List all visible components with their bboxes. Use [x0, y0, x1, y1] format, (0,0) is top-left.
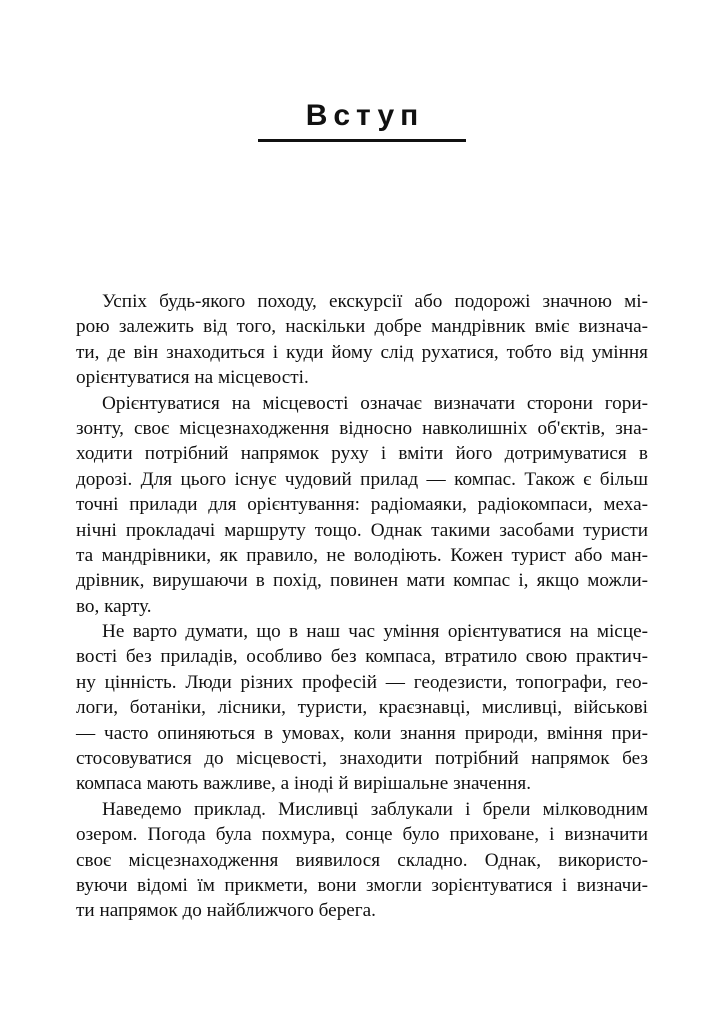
text-line: Наведемо приклад. Мисливці заблукали і брели мілководним — [102, 798, 648, 820]
text-line: дрівник, вирушаючи в похід, повинен мати компас і, якщо можли- — [76, 570, 648, 592]
text-line: дорозі. Для цього існує чудовий прилад — компас. Також є більш — [76, 468, 648, 490]
text-line: зонту, своє місцезнаходження відносно навколишніх об'єктів, зна- — [76, 417, 648, 439]
text-line: ну цінність. Люди різних професій — геодезисти, топографи, гео- — [76, 671, 648, 693]
text-line: вуючи відомі їм прикмети, вони змогли зорієнтуватися і визначи- — [76, 874, 648, 896]
text-line: ти напрямок до найближчого берега. — [76, 900, 376, 922]
text-line: ходити потрібний напрямок руху і вміти його дотримуватися в — [76, 443, 648, 465]
page-title: Вступ — [305, 99, 425, 132]
paragraph — [76, 619, 648, 797]
text-line: точні прилади для орієнтування: радіомаяки, радіокомпаси, меха- — [76, 494, 648, 516]
text-line: Успіх будь-якого походу, екскурсії або подорожі значною мі- — [102, 291, 648, 312]
text-line: стосовуватися до місцевості, знаходити потрібний напрямок без — [76, 748, 648, 770]
paragraph — [76, 391, 648, 620]
text-line: ти, де він знаходиться і куди йому слід рухатися, тобто від уміння — [76, 341, 648, 363]
text-line: Орієнтуватися на місцевості означає визначати сторони гори- — [102, 392, 648, 414]
text-line: вості без приладів, особливо без компаса, втратило свою практич- — [76, 646, 648, 668]
text-line: своє місцезнаходження виявилося складно. Однак, використо- — [76, 849, 648, 871]
body-text — [76, 289, 648, 924]
text-line: во, карту. — [76, 595, 152, 617]
text-line: орієнтуватися на місцевості. — [76, 367, 309, 389]
text-line: рою залежить від того, наскільки добре мандрівник вміє визнача- — [76, 316, 648, 338]
text-line: компаса мають важливе, а іноді й вирішальне значення. — [76, 773, 532, 795]
text-line: озером. Погода була похмура, сонце було приховане, і визначити — [76, 824, 648, 846]
text-line: та мандрівники, як правило, не володіють. Кожен турист або ман- — [76, 544, 648, 566]
text-line: логи, ботаніки, лісники, туристи, краєзнавці, мисливці, військові — [76, 697, 648, 719]
paragraph — [76, 797, 648, 924]
text-line: — часто опиняються в умовах, коли знання природи, вміння при- — [76, 722, 648, 744]
text-line: Не варто думати, що в наш час уміння орієнтуватися на місце- — [102, 621, 648, 643]
paragraph — [76, 289, 648, 391]
text-line: нічні прокладачі маршруту тощо. Однак такими засобами туристи — [76, 519, 648, 541]
title-underline — [258, 139, 466, 142]
